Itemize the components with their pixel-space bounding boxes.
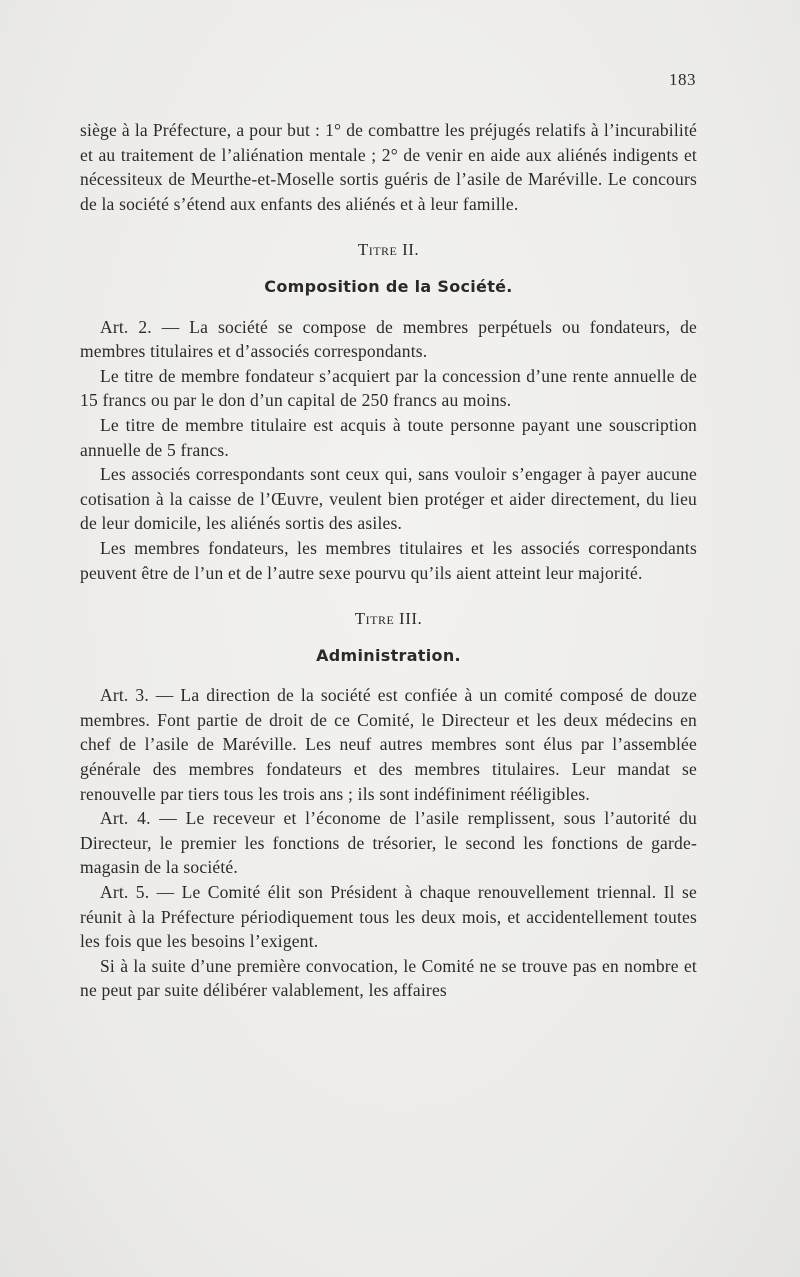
article-5-paragraph: Art. 5. — Le Comité élit son Président à chaque renouvellement triennal. Il se réunit à la Préfecture périodiquement tous les deux mois, et accidentellement toutes les fois que les besoins l’exigent. xyxy=(80,882,697,952)
page-number: 183 xyxy=(669,70,696,89)
majorite-paragraph: Les membres fondateurs, les membres titulaires et les associés correspondants peuvent être de l’un et de l’autre sexe pourvu qu’ils aient atteint leur majorité. xyxy=(80,537,697,583)
membre-fondateur-paragraph: Le titre de membre fondateur s’acquiert par la concession d’une rente annuelle de 15 francs ou par le don d’un capital de 250 francs au moins. xyxy=(80,365,697,411)
titre-2-label: Titre II. xyxy=(357,240,420,260)
convocation-paragraph: Si à la suite d’une première convocation, le Comité ne se trouve pas en nombre et ne peut par suite délibérer valablement, les affaires xyxy=(80,955,697,1001)
titre-2-heading: Composition de la Société. xyxy=(264,276,513,296)
associes-correspondants-paragraph: Les associés correspondants sont ceux qui, sans vouloir s’engager à payer aucune cotisation à la caisse de l’Œuvre, veulent bien protéger et aider directement, du lieu de leur domicile, les aliénés sortis des asiles. xyxy=(80,464,697,534)
titre-3-heading: Administration. xyxy=(316,645,461,665)
article-4-paragraph: Art. 4. — Le receveur et l’économe de l’asile remplissent, sous l’autorité du Directeur, le premier les fonctions de trésorier, le second les fonctions de garde-magasin de la société. xyxy=(80,808,697,878)
article-2-paragraph: Art. 2. — La société se compose de membres perpétuels ou fondateurs, de membres titulaires et d’associés correspondants. xyxy=(80,316,697,362)
page-body xyxy=(80,118,697,1003)
intro-paragraph: siège à la Préfecture, a pour but : 1° de combattre les préjugés relatifs à l’incurabilité et au traitement de l’aliénation mentale ; 2° de venir en aide aux aliénés indigents et nécessiteux de Meurthe-et-Moselle sortis guéris de l’asile de Maréville. Le concours de la société s’étend aux enfants des aliénés et à leur famille. xyxy=(80,120,697,214)
membre-titulaire-paragraph: Le titre de membre titulaire est acquis à toute personne payant une souscription annuelle de 5 francs. xyxy=(80,414,697,460)
titre-3-label: Titre III. xyxy=(354,609,423,629)
article-3-paragraph: Art. 3. — La direction de la société est confiée à un comité composé de douze membres. Font partie de droit de ce Comité, le Directeur et les deux médecins en chef de l’asile de Maréville. Les neuf autres membres sont élus par l’assemblée générale des membres fondateurs et des membres titulaires. Leur mandat se renouvelle par tiers tous les trois ans ; ils sont indéfiniment rééligibles. xyxy=(80,685,697,804)
